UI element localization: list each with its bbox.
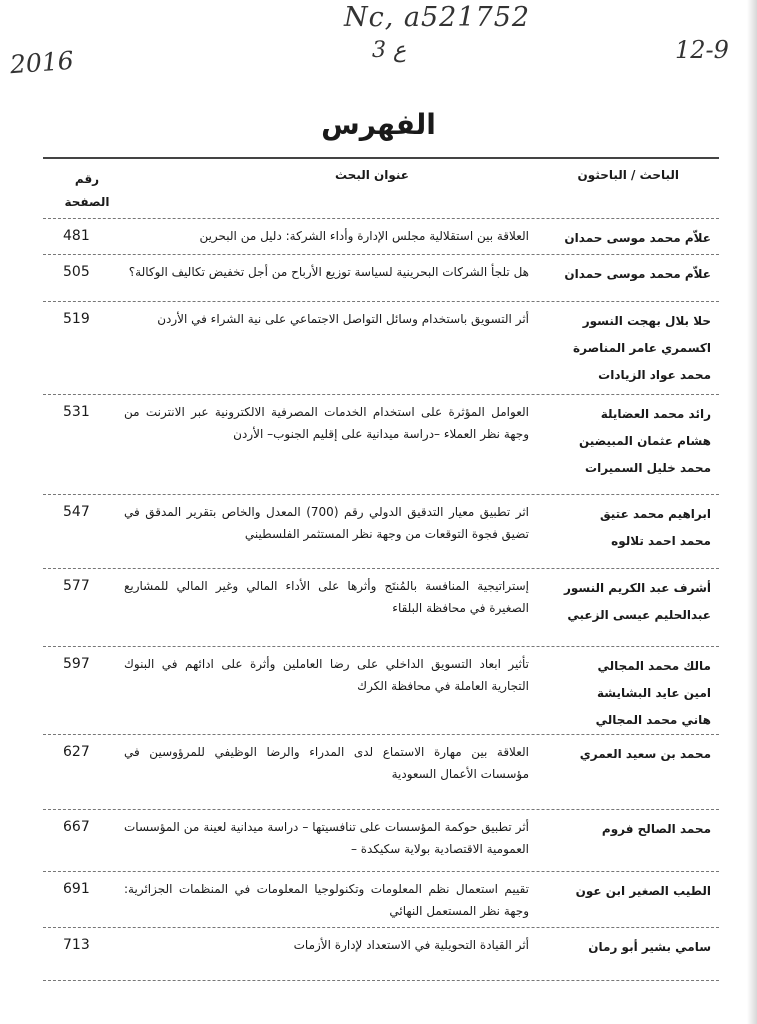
row-title: أثر القيادة التحويلية في الاستعداد لإدارة الأزمات <box>293 938 529 952</box>
row-authors <box>521 934 711 961</box>
row-authors <box>521 308 711 389</box>
author-name: هشام عثمان المبيضين <box>578 434 711 448</box>
row-authors <box>521 501 711 555</box>
row-title: تقييم استعمال نظم المعلومات وتكنولوجيا المعلومات في المنظمات الجزائرية: وجهة نظر المستعمل النهائي <box>124 882 529 918</box>
author-name: محمد بن سعيد العمري <box>579 747 711 761</box>
row-page-number: 531 <box>63 404 90 420</box>
row-title: أثر التسويق باستخدام وسائل التواصل الاجتماعي على نية الشراء في الأردن <box>157 312 529 326</box>
table-row <box>43 301 719 394</box>
header-page <box>57 168 117 214</box>
table-row <box>43 871 719 927</box>
header-page-line1: رقم <box>74 172 100 186</box>
row-page-number: 577 <box>63 578 90 594</box>
row-authors <box>521 816 711 843</box>
author-name: علاّم محمد موسى حمدان <box>564 231 711 245</box>
row-title: العلاقة بين مهارة الاستماع لدى المدراء والرضا الوظيفي للمرؤوسين في مؤسسات الأعمال السعودية <box>124 745 529 781</box>
row-title: أثر تطبيق حوكمة المؤسسات على تنافسيتها – دراسة ميدانية لعينة من المؤسسات العمومية الاقتصادية بولاية سكيكدة – <box>124 820 529 856</box>
title-divider <box>43 157 719 159</box>
author-name: هاني محمد المجالي <box>595 713 711 727</box>
row-authors <box>521 653 711 734</box>
row-authors <box>521 225 711 252</box>
row-page-number: 481 <box>63 228 90 244</box>
handwritten-reference: Nc, a521752 <box>344 2 531 33</box>
table-row <box>43 927 719 979</box>
row-page-number: 691 <box>63 881 90 897</box>
row-page-number: 519 <box>63 311 90 327</box>
table-row <box>43 494 719 568</box>
author-name: اكسمري عامر المناصرة <box>573 341 711 355</box>
page-title: الفهرس <box>321 108 436 141</box>
author-name: علاّم محمد موسى حمدان <box>564 267 711 281</box>
author-name: رائد محمد العضايلة <box>600 407 711 421</box>
row-authors <box>521 741 711 768</box>
table-row <box>43 809 719 871</box>
table-row <box>43 218 719 254</box>
table-row <box>43 394 719 494</box>
author-name: ابراهيم محمد عتيق <box>599 507 711 521</box>
index-table <box>43 218 719 979</box>
row-title: هل تلجأ الشركات البحرينية لسياسة توزيع الأرباح من أجل تخفيض تكاليف الوكالة؟ <box>128 265 529 279</box>
page-edge-shadow <box>747 0 757 1024</box>
row-title: العلاقة بين استقلالية مجلس الإدارة وأداء الشركة: دليل من البحرين <box>199 229 529 243</box>
author-name: حلا بلال بهجت النسور <box>582 314 711 328</box>
author-name: مالك محمد المجالي <box>597 659 711 673</box>
handwritten-volume: ع 3 <box>372 38 407 63</box>
row-title: اثر تطبيق معيار التدقيق الدولي رقم (700) المعدل والخاص بتقرير المدقق في تضيق فجوة التوقعات من وجهة نظر المستثمر الفلسطيني <box>124 505 529 541</box>
header-page-line2: الصفحة <box>64 195 110 209</box>
header-title: عنوان البحث <box>334 168 409 182</box>
author-name: امين عايد البشايشة <box>597 686 711 700</box>
handwritten-date: 12-9 <box>675 36 729 64</box>
handwritten-year: 2016 <box>9 45 75 80</box>
row-authors <box>521 575 711 629</box>
row-page-number: 667 <box>63 819 90 835</box>
author-name: محمد الصالح فروم <box>601 822 711 836</box>
author-name: محمد عواد الزيادات <box>598 368 711 382</box>
row-authors <box>521 878 711 905</box>
row-page-number: 627 <box>63 744 90 760</box>
table-bottom-divider <box>43 980 719 981</box>
author-name: الطيب الصغير ابن عون <box>575 884 711 898</box>
row-page-number: 713 <box>63 937 90 953</box>
row-title: إستراتيجية المنافسة بالمُنتَج وأثرها على الأداء المالي وغير المالي للمشاريع الصغيرة في محافظة البلقاء <box>124 579 529 615</box>
author-name: محمد احمد تلالوه <box>611 534 711 548</box>
row-title: تأثير ابعاد التسويق الداخلي على رضا العاملين وأثرة على ادائهم في البنوك التجارية العاملة في محافظة الكرك <box>124 657 529 693</box>
row-page-number: 505 <box>63 264 90 280</box>
author-name: عبدالحليم عيسى الزعبي <box>567 608 711 622</box>
header-authors: الباحث / الباحثون <box>577 168 679 182</box>
table-row <box>43 734 719 809</box>
row-page-number: 547 <box>63 504 90 520</box>
row-authors <box>521 261 711 288</box>
table-header <box>43 163 719 215</box>
row-page-number: 597 <box>63 656 90 672</box>
row-title: العوامل المؤثرة على استخدام الخدمات المصرفية الالكترونية عبر الانترنت من وجهة نظر العملاء –دراسة ميدانية على إقليم الجنوب– الأردن <box>124 405 529 441</box>
author-name: أشرف عبد الكريم النسور <box>563 581 711 595</box>
author-name: سامي بشير أبو رمان <box>588 940 711 954</box>
row-authors <box>521 401 711 482</box>
table-row <box>43 646 719 734</box>
author-name: محمد خليل السميرات <box>585 461 711 475</box>
table-row <box>43 568 719 646</box>
table-row <box>43 254 719 301</box>
